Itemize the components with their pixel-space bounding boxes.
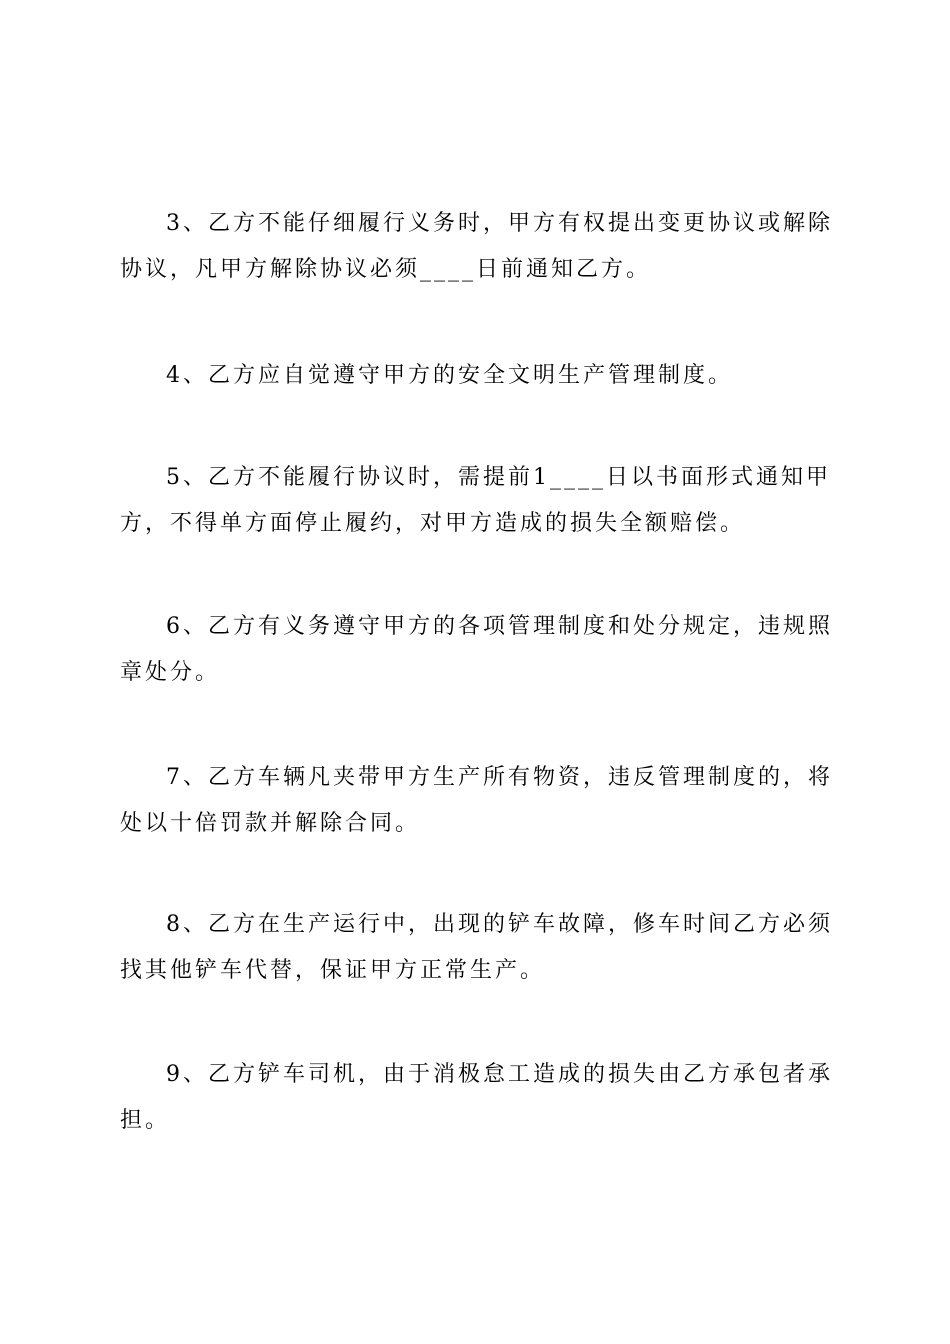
clause-5: 5、乙方不能履行协议时，需提前1____日以书面形式通知甲方，不得单方面停止履约，对甲方造成的损失全额赔偿。 bbox=[120, 465, 831, 536]
clause-9: 9、乙方铲车司机，由于消极怠工造成的损失由乙方承包者承担。 bbox=[120, 1062, 833, 1133]
clause-3: 3、乙方不能仔细履行义务时，甲方有权提出变更协议或解除协议，凡甲方解除协议必须____日前通知乙方。 bbox=[120, 211, 833, 282]
clause-6: 6、乙方有义务遵守甲方的各项管理制度和处分规定，违规照章处分。 bbox=[120, 614, 833, 685]
clause-7: 7、乙方车辆凡夹带甲方生产所有物资，违反管理制度的，将处以十倍罚款并解除合同。 bbox=[120, 765, 833, 836]
clause-4: 4、乙方应自觉遵守甲方的安全文明生产管理制度。 bbox=[166, 363, 733, 388]
clause-8: 8、乙方在生产运行中，出现的铲车故障，修车时间乙方必须找其他铲车代替，保证甲方正常生产。 bbox=[120, 912, 833, 983]
